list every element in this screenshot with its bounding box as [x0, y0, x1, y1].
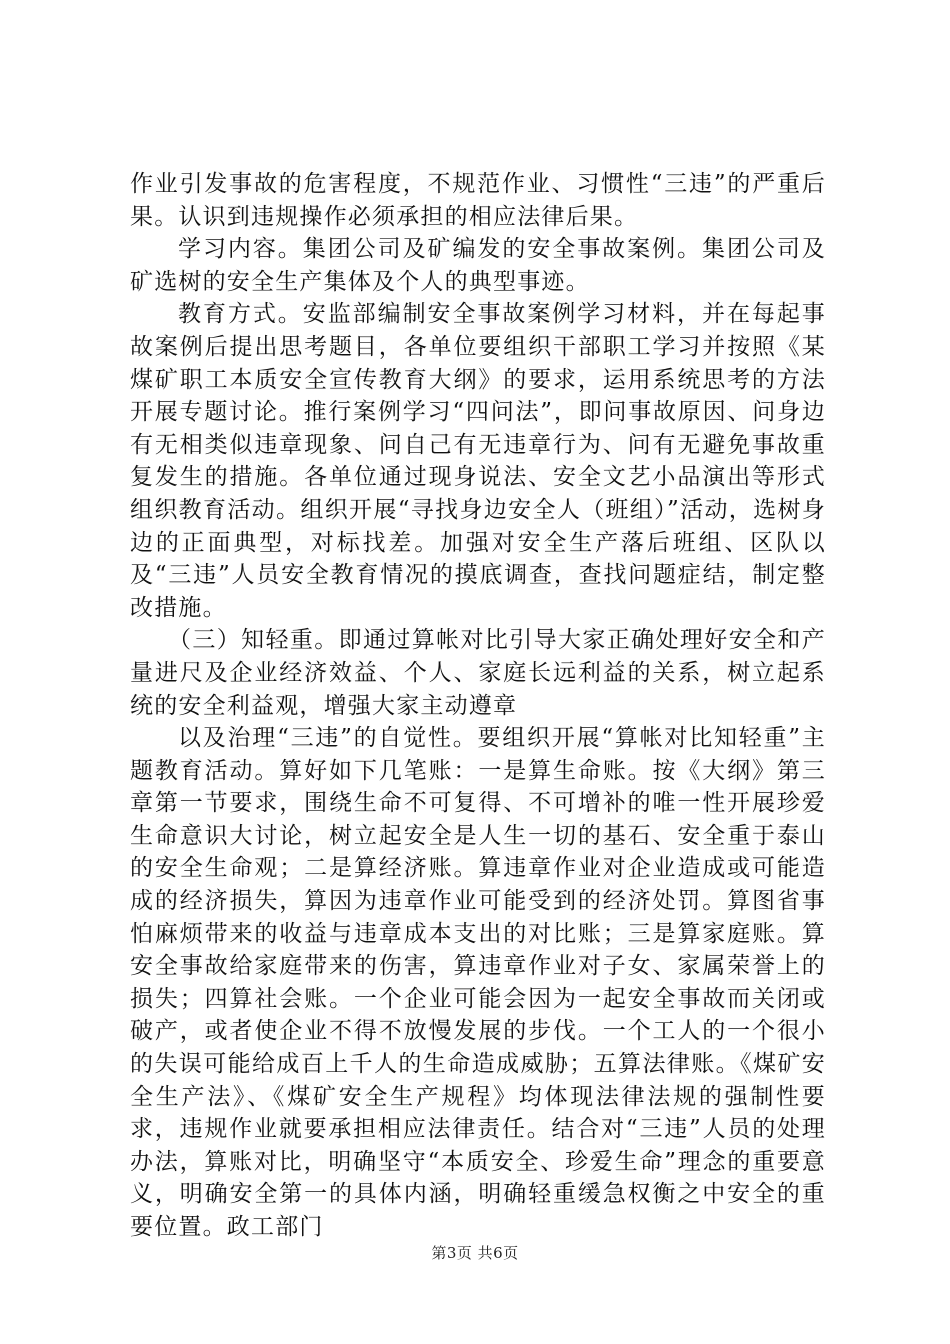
paragraph-accounting-comparison: 以及治理“三违”的自觉性。要组织开展“算帐对比知轻重”主题教育活动。算好如下几笔账：一是算生命账。按《大纲》第三章第一节要求，围绕生命不可复得、不可增补的唯一性开展珍爱生命意识大讨论，树立起安全是人生一切的基石、安全重于泰山的安全生命观；二是算经济账。算违章作业对企业造成或可能造成的经济损失，算因为违章作业可能受到的经济处罚。算图省事怕麻烦带来的收益与违章成本支出的对比账；三是算家庭账。算安全事故给家庭带来的伤害，算违章作业对子女、家属荣誉上的损失；四算社会账。一个企业可能会因为一起安全事故而关闭或破产，或者使企业不得不放慢发展的步伐。一个工人的一个很小的失误可能给成百上千人的生命造成威胁；五算法律账。《煤矿安全生产法》、《煤矿安全生产规程》均体现法律法规的强制性要求，违规作业就要承担相应法律责任。结合对“三违”人员的处理办法，算账对比，明确坚守“本质安全、珍爱生命”理念的重要意义，明确安全第一的具体内涵，明确轻重缓急权衡之中安全的重要位置。政工部门	[130, 725, 826, 1240]
document-body	[130, 168, 826, 1244]
paragraph-section-three: （三）知轻重。即通过算帐对比引导大家正确处理好安全和产量进尺及企业经济效益、个人、家庭长远利益的关系，树立起系统的安全利益观，增强大家主动遵章	[130, 627, 826, 719]
paragraph-education-method: 教育方式。安监部编制安全事故案例学习材料，并在每起事故案例后提出思考题目，各单位要组织干部职工学习并按照《某煤矿职工本质安全宣传教育大纲》的要求，运用系统思考的方法开展专题讨论。推行案例学习“四问法”，即问事故原因、问身边有无相类似违章现象、问自己有无违章行为、问有无避免事故重复发生的措施。各单位通过现身说法、安全文艺小品演出等形式组织教育活动。组织开展“寻找身边安全人（班组）”活动，选树身边的正面典型，对标找差。加强对安全生产落后班组、区队以及“三违”人员安全教育情况的摸底调查，查找问题症结，制定整改措施。	[130, 301, 826, 621]
paragraph-learning-content: 学习内容。集团公司及矿编发的安全事故案例。集团公司及矿选树的安全生产集体及个人的典型事迹。	[130, 236, 826, 295]
page-number-footer: 第3页 共6页	[431, 1244, 519, 1262]
paragraph-continuation: 作业引发事故的危害程度，不规范作业、习惯性“三违”的严重后果。认识到违规操作必须承担的相应法律后果。	[130, 171, 826, 230]
